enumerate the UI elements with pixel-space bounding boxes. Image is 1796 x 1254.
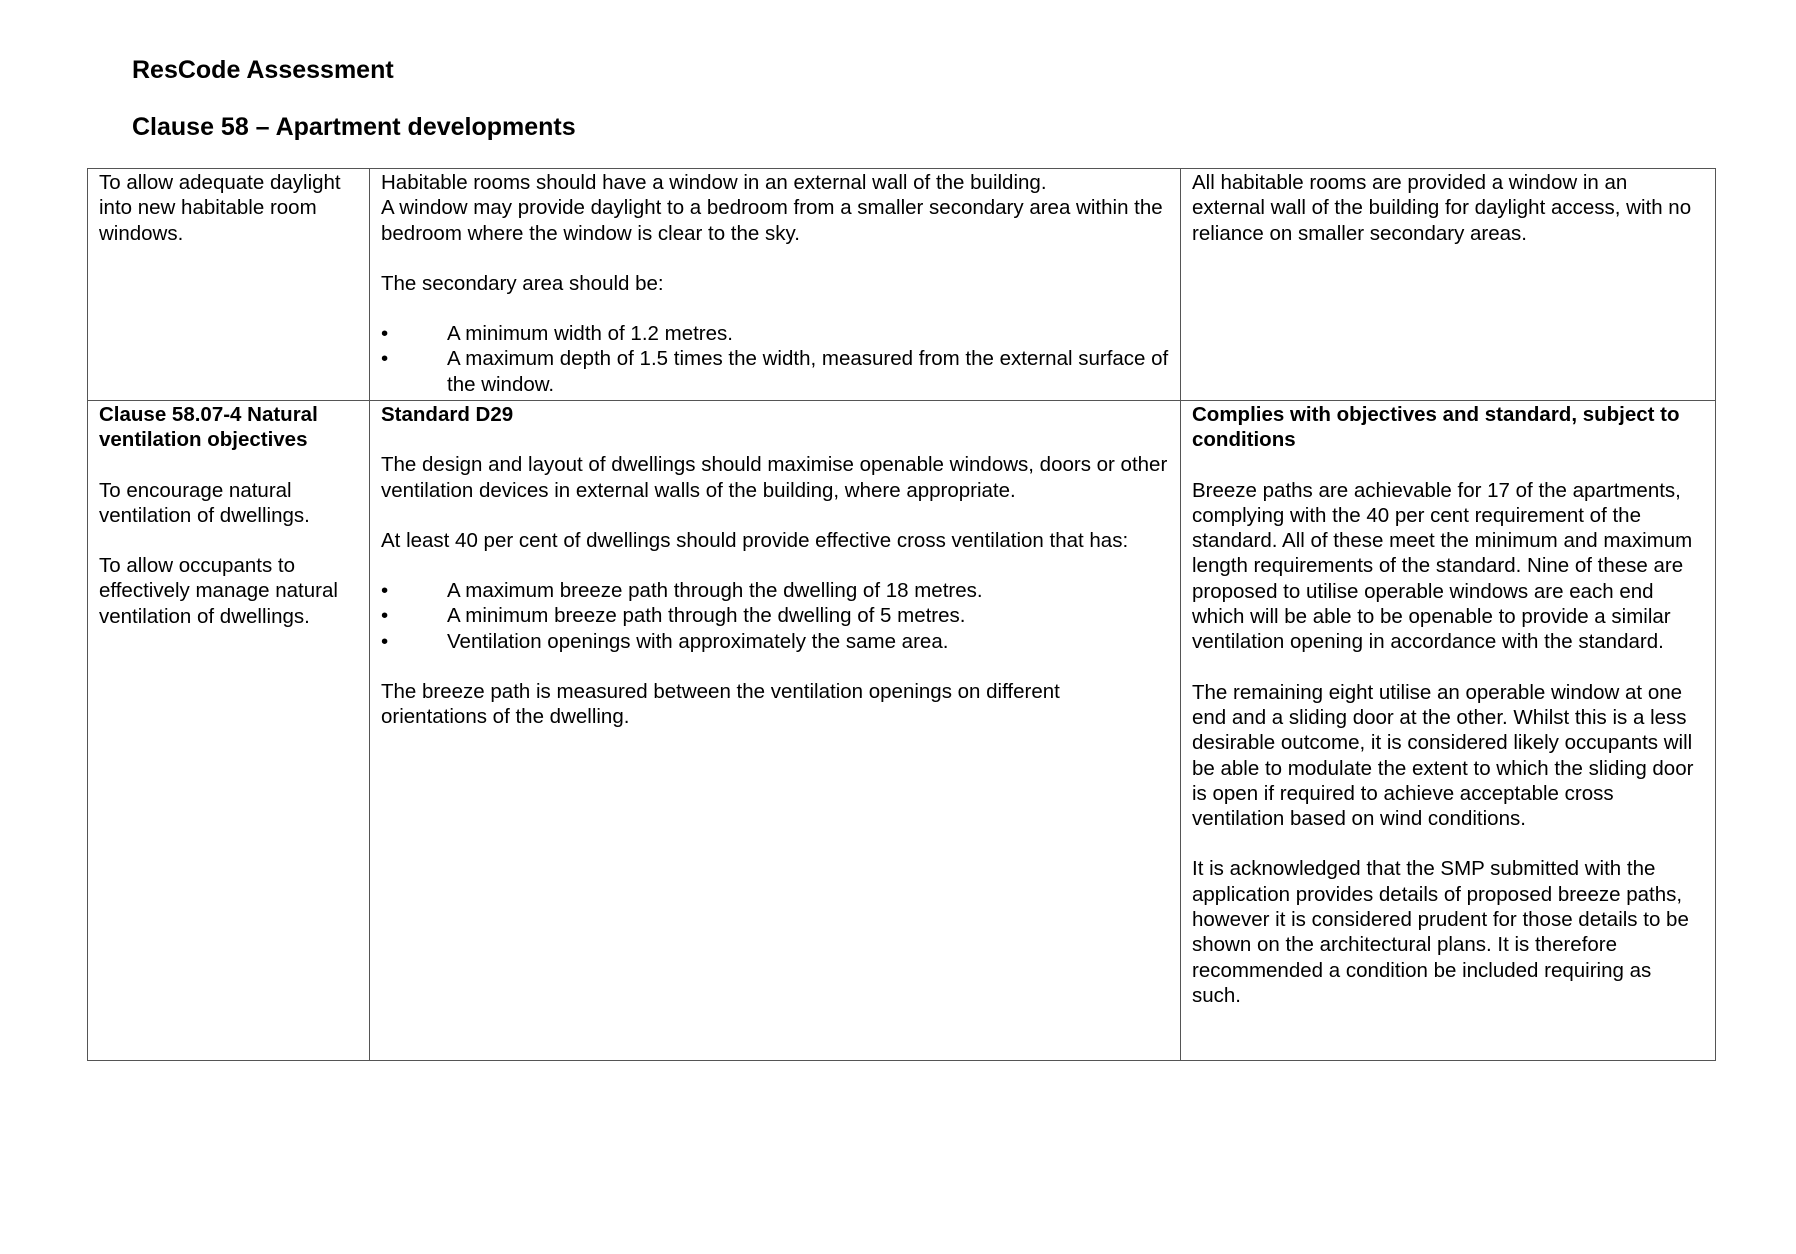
assessment-text: All habitable rooms are provided a window in an external wall of the building for daylight access, with no reliance on smaller secondary areas. xyxy=(1192,171,1692,245)
bullet-icon: • xyxy=(381,629,389,653)
bullet-icon: • xyxy=(381,604,389,628)
standard-cell xyxy=(370,169,1181,401)
assessment-cell xyxy=(1181,401,1716,1061)
objective-text: To allow adequate daylight into new habitable room windows. xyxy=(99,171,341,245)
standard-text: The design and layout of dwellings should maximise openable windows, doors or other ventilation devices in external walls of the building, where appropriate. xyxy=(381,453,1168,502)
standard-text: The breeze path is measured between the ventilation openings on different orientations of the dwelling. xyxy=(381,680,1060,729)
standard-text: A window may provide daylight to a bedroom from a smaller secondary area within the bedroom where the window is clear to the sky. xyxy=(381,196,1163,245)
standard-bullet-list xyxy=(381,321,1170,397)
objective-cell xyxy=(88,401,370,1061)
standard-text: The secondary area should be: xyxy=(381,271,664,295)
list-item: • A minimum breeze path through the dwelling of 5 metres. xyxy=(381,604,966,628)
document-subtitle: Clause 58 – Apartment developments xyxy=(132,113,576,141)
bullet-icon: • xyxy=(381,579,389,603)
standard-heading: Standard D29 xyxy=(381,403,514,426)
assessment-text: It is acknowledged that the SMP submitted with the application provides details of proposed breeze paths, however it is considered prudent for those details to be shown on the architectural plans. It is therefore recommended a condition be included requiring as such. xyxy=(1192,857,1689,1007)
list-item: • Ventilation openings with approximately the same area. xyxy=(381,629,949,653)
bullet-icon: • xyxy=(381,347,389,371)
list-item: • A maximum depth of 1.5 times the width, measured from the external surface of the window. xyxy=(381,347,1169,396)
standard-bullet-list xyxy=(381,578,1170,654)
standard-text: At least 40 per cent of dwellings should provide effective cross ventilation that has: xyxy=(381,528,1129,552)
assessment-heading: Complies with objectives and standard, subject to conditions xyxy=(1192,403,1680,452)
assessment-cell xyxy=(1181,169,1716,401)
assessment-table xyxy=(87,168,1716,1061)
objective-text: To allow occupants to effectively manage natural ventilation of dwellings. xyxy=(99,554,338,628)
list-item: • A minimum width of 1.2 metres. xyxy=(381,322,733,346)
document-title: ResCode Assessment xyxy=(132,56,394,84)
document-header xyxy=(132,52,576,145)
table-row xyxy=(88,169,1716,401)
objective-cell xyxy=(88,169,370,401)
list-item: • A maximum breeze path through the dwelling of 18 metres. xyxy=(381,579,983,603)
bullet-icon: • xyxy=(381,322,389,346)
clause-heading: Clause 58.07-4 Natural ventilation objectives xyxy=(99,403,318,452)
assessment-text: The remaining eight utilise an operable window at one end and a sliding door at the other. Whilst this is a less desirable outcome, it is considered likely occupants will be able to modulate the extent to which the sliding door is open if required to achieve acceptable cross ventilation based on wind conditions. xyxy=(1192,680,1694,831)
standard-text: Habitable rooms should have a window in an external wall of the building. xyxy=(381,171,1047,194)
objective-text: To encourage natural ventilation of dwellings. xyxy=(99,478,310,527)
assessment-text: Breeze paths are achievable for 17 of the apartments, complying with the 40 per cent requirement of the standard. All of these meet the minimum and maximum length requirements of the standard. Nine of these are proposed to utilise operable windows are each end which will be able to be openable to provide a similar ventilation opening in accordance with the standard. xyxy=(1192,478,1693,654)
standard-cell xyxy=(370,401,1181,1061)
table-row xyxy=(88,401,1716,1061)
